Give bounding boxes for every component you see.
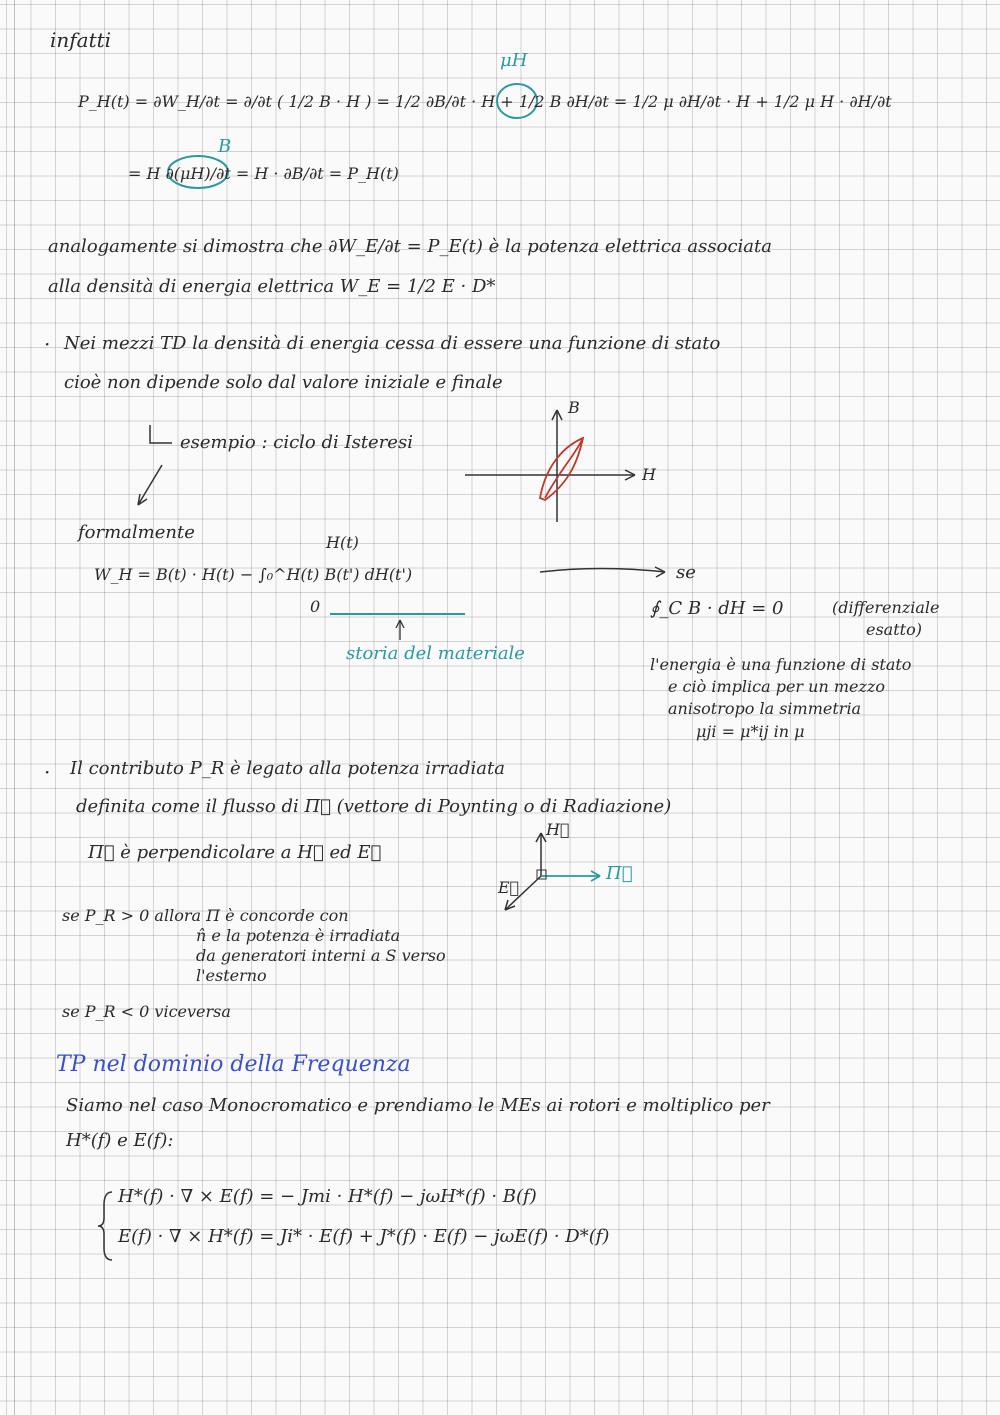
bullet-2: · — [44, 760, 51, 784]
exact-differential-1: (differenziale — [832, 598, 940, 617]
arrow-down-left — [138, 465, 162, 505]
section-title: TP nel dominio della Frequenza — [56, 1052, 411, 1077]
hysteresis-loop — [540, 438, 583, 500]
pr-positive-1: se P_R > 0 allora Π è concorde con — [62, 906, 349, 925]
freq-line-2: H*(f) e E(f): — [66, 1130, 174, 1151]
state-note-1: l'energia è una funzione di stato — [650, 655, 912, 674]
axis-H-label: H — [642, 465, 656, 484]
axis-B-label: B — [568, 398, 580, 417]
integral-upper-limit: H(t) — [326, 533, 359, 552]
pr-positive-2: n̂ e la potenza è irradiata — [196, 926, 401, 945]
equation-power-magnetic: P_H(t) = ∂W_H/∂t = ∂/∂t ( 1/2 B · H ) = 1/2 ∂B/∂t · H + 1/2 B ∂H/∂t = 1/2 μ ∂H/∂t · H + 1/2 μ H · ∂H/∂t — [78, 92, 892, 111]
pr-positive-4: l'esterno — [196, 966, 267, 985]
eq2-annotation: B — [218, 136, 232, 157]
formally-text: formalmente — [78, 522, 195, 543]
state-note-3: anisotropo la simmetria — [668, 699, 862, 718]
closed-integral: ∮_C B · dH = 0 — [650, 598, 784, 619]
bullet-1: · — [44, 332, 51, 356]
system-brace — [98, 1192, 112, 1260]
freq-line-1: Siamo nel caso Monocromatico e prendiamo le MEs ai rotori e moltiplico per — [66, 1095, 770, 1116]
se-label: se — [676, 562, 696, 583]
state-note-4: μji = μ*ij in μ — [696, 722, 805, 741]
system-equation-1: H*(f) · ∇ × E(f) = − Jmi · H*(f) − jωH*(f) · B(f) — [118, 1186, 537, 1207]
exact-differential-2: esatto) — [866, 620, 922, 639]
history-label: storia del materiale — [346, 643, 525, 664]
pr-negative: se P_R < 0 viceversa — [62, 1002, 231, 1021]
bullet2-line-1: Il contributo P_R è legato alla potenza irradiata — [70, 758, 505, 779]
poynting-H-label: H⃗ — [546, 820, 570, 839]
equation-power-magnetic-2: = H ∂(μH)/∂t = H · ∂B/∂t = P_H(t) — [128, 164, 399, 183]
bullet2-line-3: Π⃗ è perpendicolare a H⃗ ed E⃗ — [88, 842, 382, 863]
bullet1-line-1: Nei mezzi TD la densità di energia cessa di essere una funzione di stato — [64, 333, 721, 354]
analog-line-2: alla densità di energia elettrica W_E = 1/2 E · D* — [48, 276, 496, 297]
wh-equation: W_H = B(t) · H(t) − ∫₀^H(t) B(t') dH(t') — [94, 565, 413, 584]
bullet1-line-2: cioè non dipende solo dal valore iniziale e finale — [64, 372, 503, 393]
intro-text: infatti — [50, 28, 112, 52]
system-equation-2: E(f) · ∇ × H*(f) = Ji* · E(f) + J*(f) · E(f) − jωE(f) · D*(f) — [118, 1226, 610, 1247]
pr-positive-3: da generatori interni a S verso — [196, 946, 446, 965]
analog-line-1: analogamente si dimostra che ∂W_E/∂t = P_E(t) è la potenza elettrica associata — [48, 236, 772, 257]
state-note-2: e ciò implica per un mezzo — [668, 677, 885, 696]
eq1-annotation: μH — [500, 50, 528, 71]
example-text: esempio : ciclo di Isteresi — [180, 432, 413, 453]
poynting-E-label: E⃗ — [498, 878, 520, 897]
poynting-Pi-label: Π⃗ — [606, 863, 633, 884]
arrow-curve-example — [150, 425, 172, 443]
integral-lower-limit: 0 — [310, 597, 321, 616]
bullet2-line-2: definita come il flusso di Π⃗ (vettore di Poynting o di Radiazione) — [76, 796, 672, 817]
arrow-to-se — [540, 569, 665, 573]
